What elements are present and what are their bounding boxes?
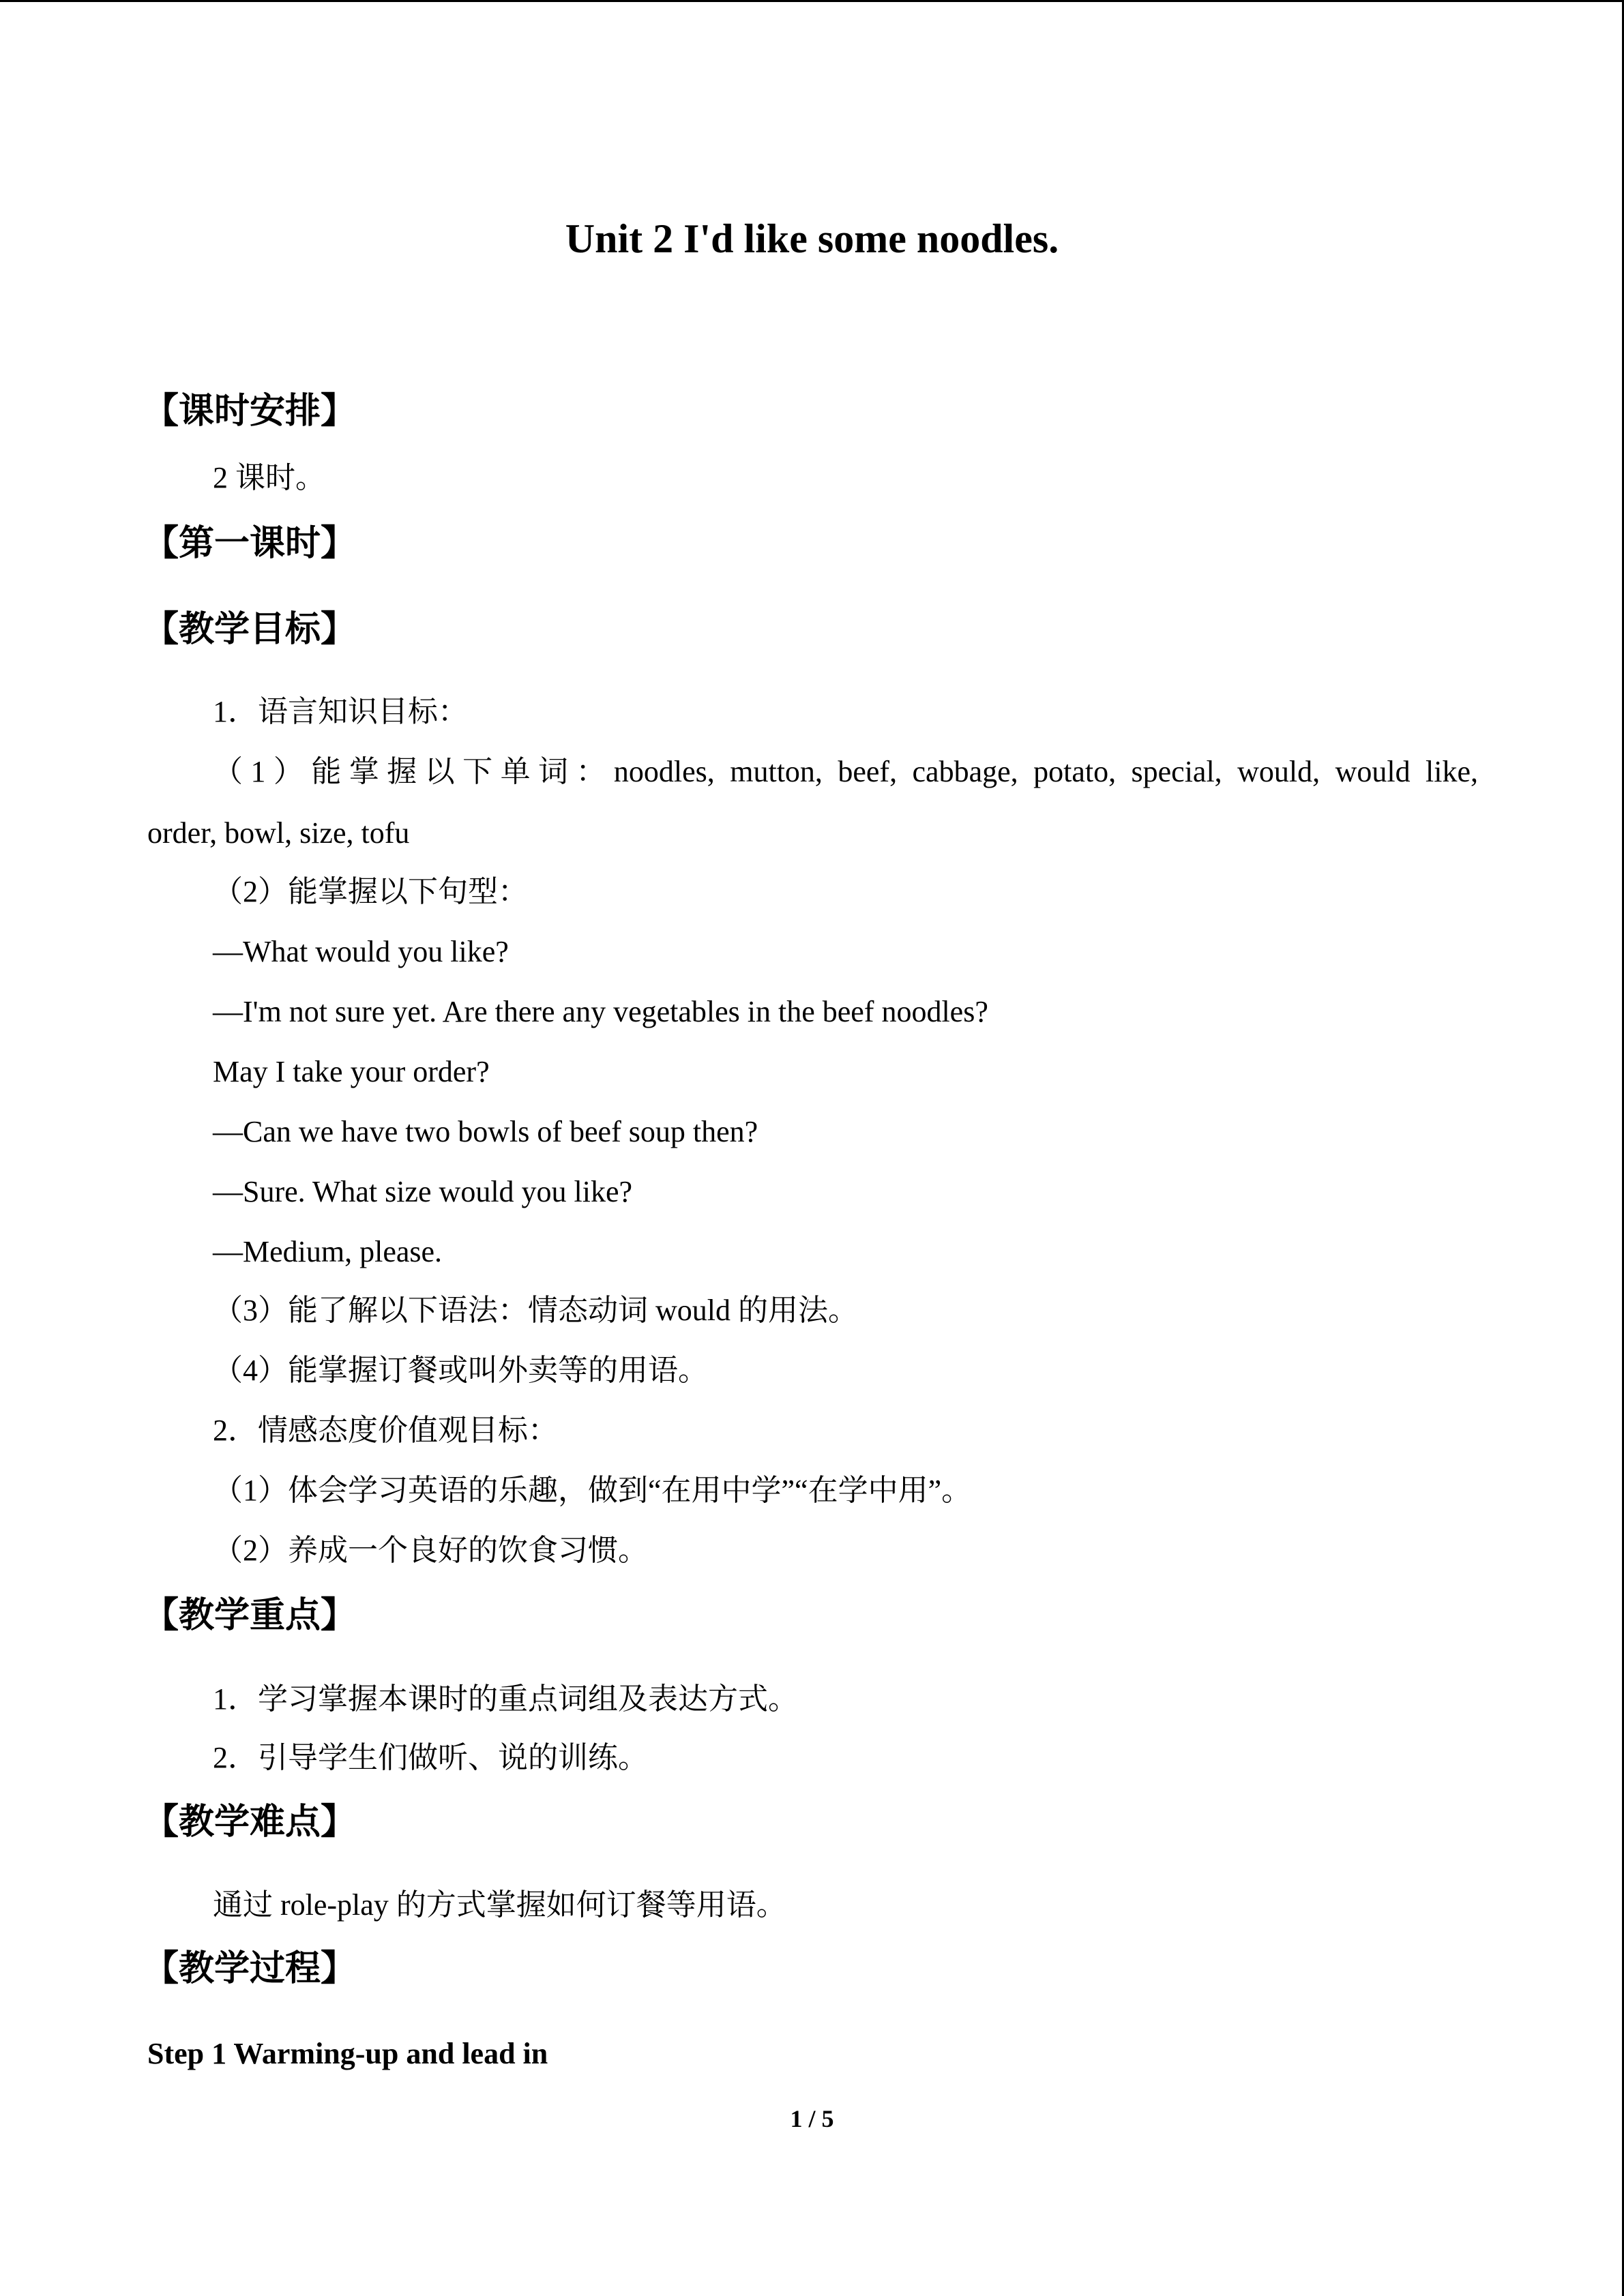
vocab-line-1: （1）能掌握以下单词：noodles, mutton, beef, cabbage, potato, special, would, would like, (213, 755, 1478, 788)
page-number: 1 / 5 (790, 2105, 834, 2132)
sentence-line: —Medium, please. (213, 1235, 443, 1268)
sentence-line: —Sure. What size would you like? (213, 1175, 633, 1208)
objective-item-2: 2．情感态度价值观目标： (213, 1414, 558, 1447)
heading-first-lesson: 【第一课时】 (143, 523, 357, 564)
step-1-heading: Step 1 Warming-up and lead in (147, 2037, 548, 2070)
key-point-item: 1．学习掌握本课时的重点词组及表达方式。 (213, 1682, 798, 1716)
sentence-line: —Can we have two bowls of beef soup then? (213, 1115, 758, 1148)
heading-objectives: 【教学目标】 (143, 609, 357, 650)
vocab-line-2: order, bowl, size, tofu (147, 816, 410, 850)
page-frame-top (0, 0, 1624, 2)
heading-difficulty: 【教学难点】 (143, 1802, 357, 1843)
ordering-objective: （4）能掌握订餐或叫外卖等的用语。 (213, 1354, 708, 1387)
schedule-text: 2 课时。 (213, 461, 325, 494)
attitude-objective-1: （1）体会学习英语的乐趣，做到“在用中学”“在学中用”。 (213, 1474, 972, 1507)
difficulty-text: 通过 role-play 的方式掌握如何订餐等用语。 (213, 1888, 786, 1922)
attitude-objective-2: （2）养成一个良好的饮食习惯。 (213, 1534, 648, 1567)
document-title: Unit 2 I'd like some noodles. (565, 216, 1059, 261)
heading-key-points: 【教学重点】 (143, 1595, 357, 1636)
key-point-item: 2．引导学生们做听、说的训练。 (213, 1741, 648, 1774)
grammar-objective: （3）能了解以下语法：情态动词 would 的用法。 (213, 1294, 858, 1327)
sentence-line: —What would you like? (213, 935, 509, 968)
sentences-intro: （2）能掌握以下句型： (213, 875, 528, 908)
sentence-line: —I'm not sure yet. Are there any vegetables in the beef noodles? (213, 995, 988, 1028)
heading-schedule: 【课时安排】 (143, 391, 357, 432)
heading-process: 【教学过程】 (143, 1948, 357, 1989)
objective-item-1: 1．语言知识目标： (213, 695, 468, 728)
sentence-line: May I take your order? (213, 1055, 490, 1088)
